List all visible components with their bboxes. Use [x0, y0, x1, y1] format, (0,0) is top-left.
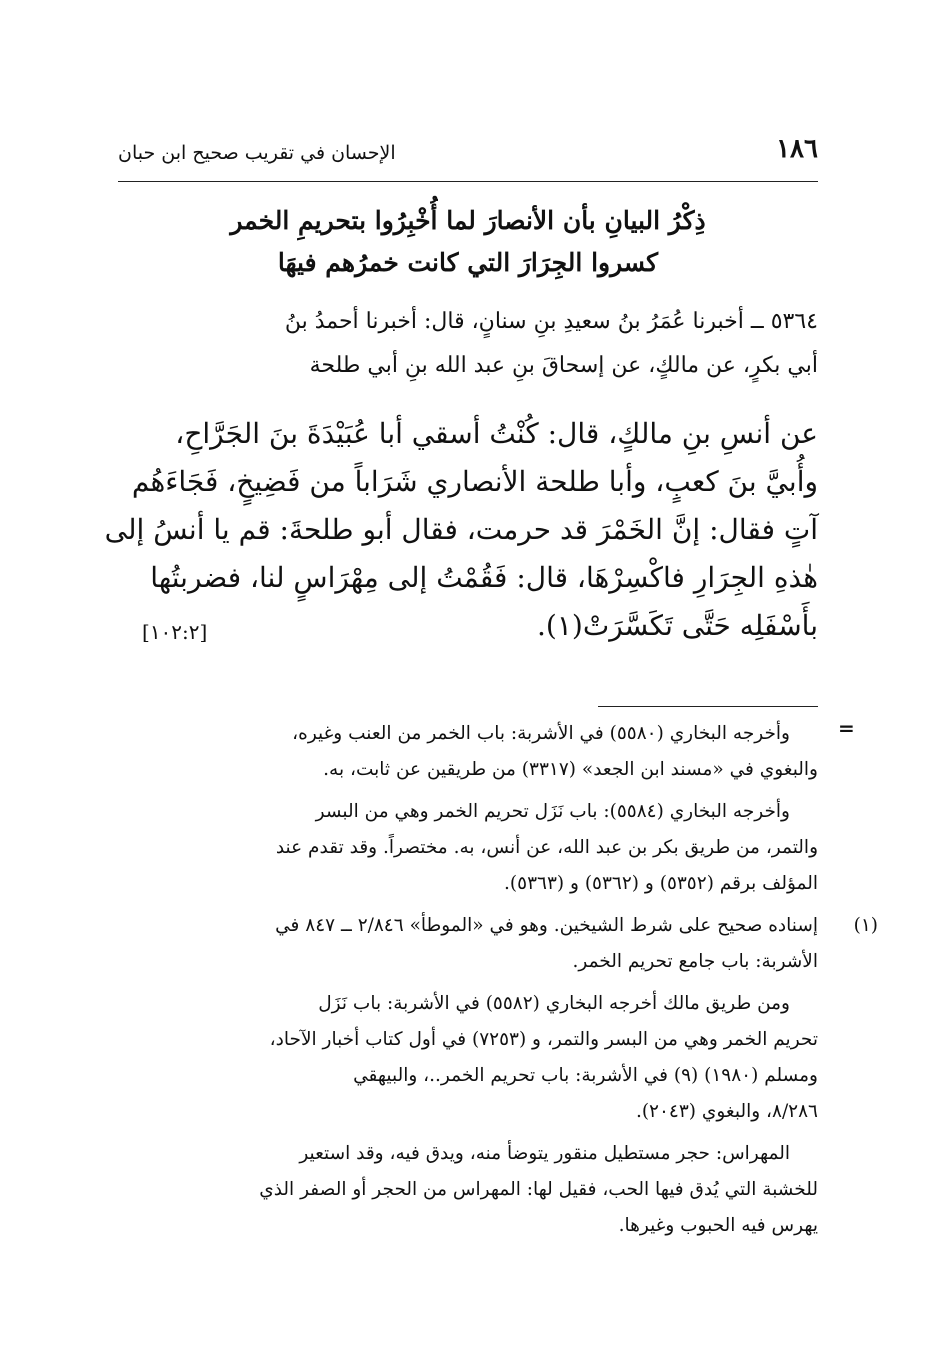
footnote-line: وأخرجه البخاري (٥٥٨٠) في الأشربة: باب الخمر من العنب وغيره، — [292, 723, 790, 744]
footnote-line: والتمر، من طريق بكر بن عبد الله، عن أنس، به. مختصراً. وقد تقدم عند — [275, 837, 818, 858]
footnote-1 — [118, 908, 878, 980]
footnote-number: (١) — [853, 915, 878, 936]
footnote-line: المهراس: حجر مستطيل منقور يتوضأ منه، ويدق فيه، وقد استعير — [299, 1143, 790, 1164]
footnote-line: إسناده صحيح على شرط الشيخين. وهو في «الموطأ» ٢/٨٤٦ ــ ٨٤٧ في — [275, 915, 818, 936]
footnote-paragraph — [118, 1136, 818, 1244]
footnote-line: المؤلف برقم (٥٣٥٢) و (٥٣٦٢) و (٥٣٦٣). — [504, 873, 818, 894]
footnote-line: للخشبة التي يُدق فيها الحب، فقيل لها: المهراس من الحجر أو الصفر الذي — [259, 1179, 818, 1200]
footnote-line: والبغوي في «مسند ابن الجعد» (٣٣١٧) من طريقين عن ثابت، به. — [323, 759, 818, 780]
header-rule — [118, 181, 818, 182]
matn-line: هٰذهِ الجِرَارِ فاكْسِرْهَا، قال: فَقُمْتُ إلى مِهْرَاسٍ لنا، فضربتُها — [150, 561, 818, 594]
footnote-line: يهرس فيه الحبوب وغيرها. — [618, 1215, 818, 1236]
footnote-line: ومسلم (١٩٨٠) (٩) في الأشربة: باب تحريم الخمر..، والبيهقي — [353, 1065, 818, 1086]
footnote-rule — [598, 706, 818, 707]
footnote-paragraph — [118, 716, 818, 788]
continuation-mark: = — [838, 716, 855, 740]
matn-line: وأُبيَّ بنَ كعبٍ، وأبا طلحة الأنصاري شَرَاباً من فَضِيخٍ، فَجَاءَهُم — [131, 465, 818, 498]
hadith-reference: [١٠٢:٢] — [142, 620, 208, 644]
isnad-line: أبي بكرٍ، عن مالكٍ، عن إسحاقَ بنِ عبد الله بنِ أبي طلحة — [309, 353, 818, 378]
footnote-paragraph — [118, 986, 818, 1130]
hadith-matn — [104, 410, 818, 650]
page-number: ١٨٦ — [776, 134, 818, 164]
footnote-paragraph — [118, 794, 818, 902]
matn-line: عن أنسِ بنِ مالكٍ، قال: كُنْتُ أسقي أبا عُبَيْدَةَ بنَ الجَرَّاحِ، — [175, 417, 818, 450]
matn-line: آتٍ فقال: إنَّ الخَمْرَ قد حرمت، فقال أبو طلحةَ: قم يا أنسُ إلى — [104, 513, 818, 546]
footnote-line: الأشربة: باب جامع تحريم الخمر. — [572, 951, 818, 972]
footnote-line: ومن طريق مالك أخرجه البخاري (٥٥٨٢) في الأشربة: باب نَزَل — [318, 993, 790, 1014]
running-header — [118, 134, 818, 180]
matn-last-line — [118, 602, 818, 650]
chapter-heading — [118, 200, 818, 284]
footnote-line: وأخرجه البخاري (٥٥٨٤): باب نَزَل تحريم الخمر وهي من البسر — [315, 801, 790, 822]
chapter-heading-line: كسروا الجِرَارَ التي كانت خمرُهم فيهَا — [277, 248, 659, 277]
footnotes — [118, 716, 878, 1250]
footnote-line: تحريم الخمر وهي من البسر والتمر، و (٧٢٥٣) في أول كتاب أخبار الآحاد، — [269, 1029, 818, 1050]
hadith-isnad — [118, 300, 818, 388]
footnote-line: ٨/٢٨٦، والبغوي (٢٠٤٣). — [635, 1101, 818, 1122]
isnad-line: ٥٣٦٤ ــ أخبرنا عُمَرُ بنُ سعيدِ بنِ سنانٍ، قال: أخبرنا أحمدُ بنُ — [284, 309, 818, 334]
running-header-title: الإحسان في تقريب صحيح ابن حبان — [118, 142, 396, 164]
chapter-heading-line: ذِكْرُ البيانِ بأن الأنصارَ لما أُخْبِرُوا بتحريمِ الخمر — [230, 206, 706, 235]
matn-line: بأَسْفَلِه حَتَّى تَكَسَّرَتْ(١). — [537, 609, 818, 642]
